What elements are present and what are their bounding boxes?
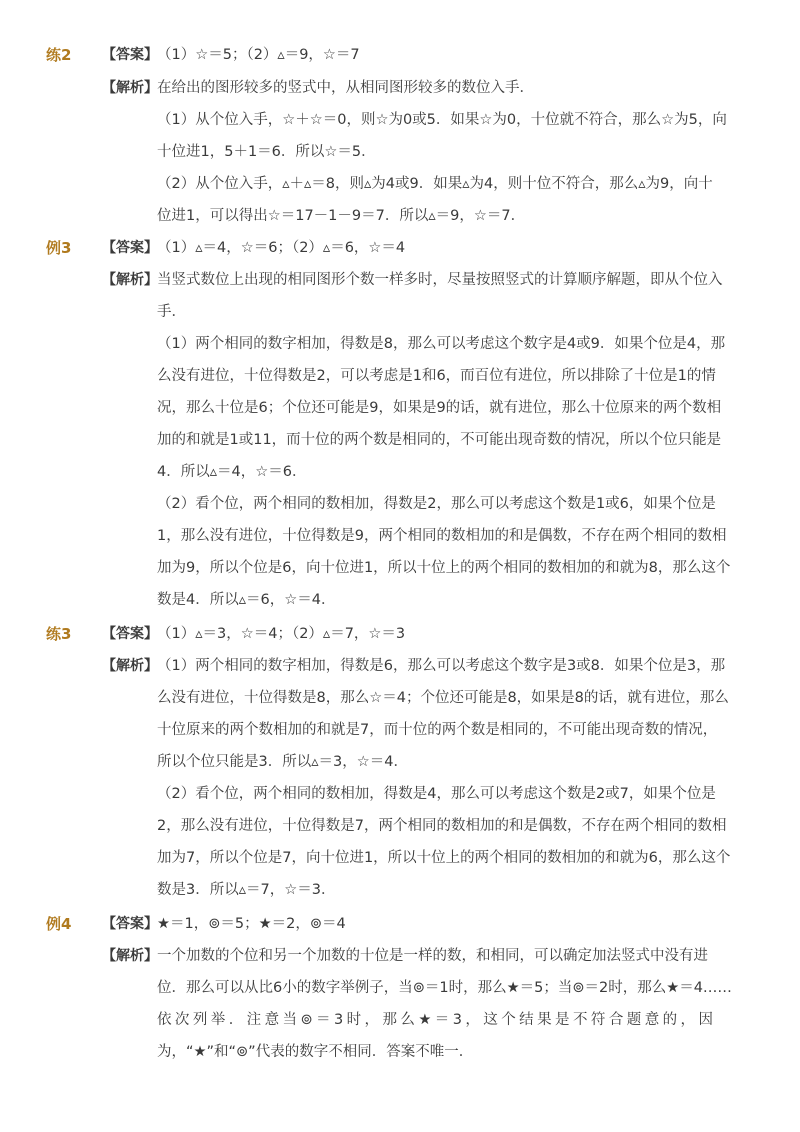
analysis-line: 为，“★”和“⊚”代表的数字不相同．答案不唯一． [157,1044,474,1060]
analysis-line: 十位原来的两个数相加的和就是7，而十位的两个数是相同的，不可能出现奇数的情况， [157,722,718,738]
analysis-line: 加为7，所以个位是7，向十位进1，所以十位上的两个相同的数相加的和就为6，那么这个 [157,850,731,866]
analysis-line: （1）两个相同的数字相加，得数是8，那么可以考虑这个数字是4或9．如果个位是4，那 [157,336,726,352]
analysis-label: 【解析】 [102,272,158,288]
section-tag: 例3 [46,239,72,257]
answer-label: 【答案】 [102,47,158,63]
analysis-line: （2）看个位，两个相同的数相加，得数是2，那么可以考虑这个数是1或6，如果个位是 [157,496,716,512]
section-tag: 练2 [46,46,72,64]
analysis-line: 当竖式数位上出现的相同图形个数一样多时，尽量按照竖式的计算顺序解题，即从个位入 [157,272,723,288]
analysis-line: 所以个位只能是3．所以▵＝3，☆＝4． [157,754,408,770]
analysis-line: 依次列举．注意当⊚＝3时，那么★＝3，这个结果是不符合题意的，因 [157,1012,713,1028]
analysis-line: 4．所以▵＝4，☆＝6． [157,464,307,480]
answer-text: ★＝1，⊚＝5；★＝2，⊚＝4 [157,916,346,932]
analysis-line: （2）从个位入手，▵＋▵＝8，则▵为4或9．如果▵为4，则十位不符合，那么▵为9，向十 [157,176,713,192]
answer-text: （1）▵＝4，☆＝6；（2）▵＝6，☆＝4 [157,240,406,256]
analysis-line: 在给出的图形较多的竖式中，从相同图形较多的数位入手． [157,80,534,96]
answer-label: 【答案】 [102,916,158,932]
answer-text: （1）☆＝5；（2）▵＝9，☆＝7 [157,47,360,63]
analysis-label: 【解析】 [102,948,158,964]
analysis-line: 位．那么可以从比6小的数字举例子，当⊚＝1时，那么★＝5；当⊚＝2时，那么★＝4…… [157,980,732,996]
analysis-label: 【解析】 [102,80,158,96]
analysis-line: 加为9，所以个位是6，向十位进1，所以十位上的两个相同的数相加的和就为8，那么这个 [157,560,731,576]
analysis-line: （1）从个位入手，☆＋☆＝0，则☆为0或5．如果☆为0，十位就不符合，那么☆为5，向 [157,112,727,128]
analysis-line: （1）两个相同的数字相加，得数是6，那么可以考虑这个数字是3或8．如果个位是3，那 [157,658,726,674]
analysis-line: 么没有进位，十位得数是8，那么☆＝4；个位还可能是8，如果是8的话，就有进位，那么 [157,690,729,706]
analysis-line: 数是3．所以▵＝7，☆＝3． [157,882,336,898]
analysis-line: 数是4．所以▵＝6，☆＝4． [157,592,336,608]
analysis-line: 么没有进位，十位得数是2，可以考虑是1和6，而百位有进位，所以排除了十位是1的情 [157,368,716,384]
analysis-line: 1，那么没有进位，十位得数是9，两个相同的数相加的和是偶数，不存在两个相同的数相 [157,528,727,544]
analysis-line: 2，那么没有进位，十位得数是7，两个相同的数相加的和是偶数，不存在两个相同的数相 [157,818,727,834]
analysis-line: 位进1，可以得出☆＝17－1－9＝7．所以▵＝9，☆＝7． [157,208,526,224]
analysis-line: 加的和就是1或11，而十位的两个数是相同的，不可能出现奇数的情况，所以个位只能是 [157,432,722,448]
answer-label: 【答案】 [102,240,158,256]
analysis-line: 况，那么十位是6；个位还可能是9，如果是9的话，就有进位，那么十位原来的两个数相 [157,400,722,416]
answer-text: （1）▵＝3，☆＝4；（2）▵＝7，☆＝3 [157,626,406,642]
analysis-line: 手． [157,304,186,320]
analysis-line: 十位进1，5＋1＝6．所以☆＝5． [157,144,376,160]
section-tag: 例4 [46,915,72,933]
analysis-line: （2）看个位，两个相同的数相加，得数是4，那么可以考虑这个数是2或7，如果个位是 [157,786,716,802]
answer-label: 【答案】 [102,626,158,642]
analysis-line: 一个加数的个位和另一个加数的十位是一样的数，和相同，可以确定加法竖式中没有进 [157,948,708,964]
section-tag: 练3 [46,625,72,643]
analysis-label: 【解析】 [102,658,158,674]
